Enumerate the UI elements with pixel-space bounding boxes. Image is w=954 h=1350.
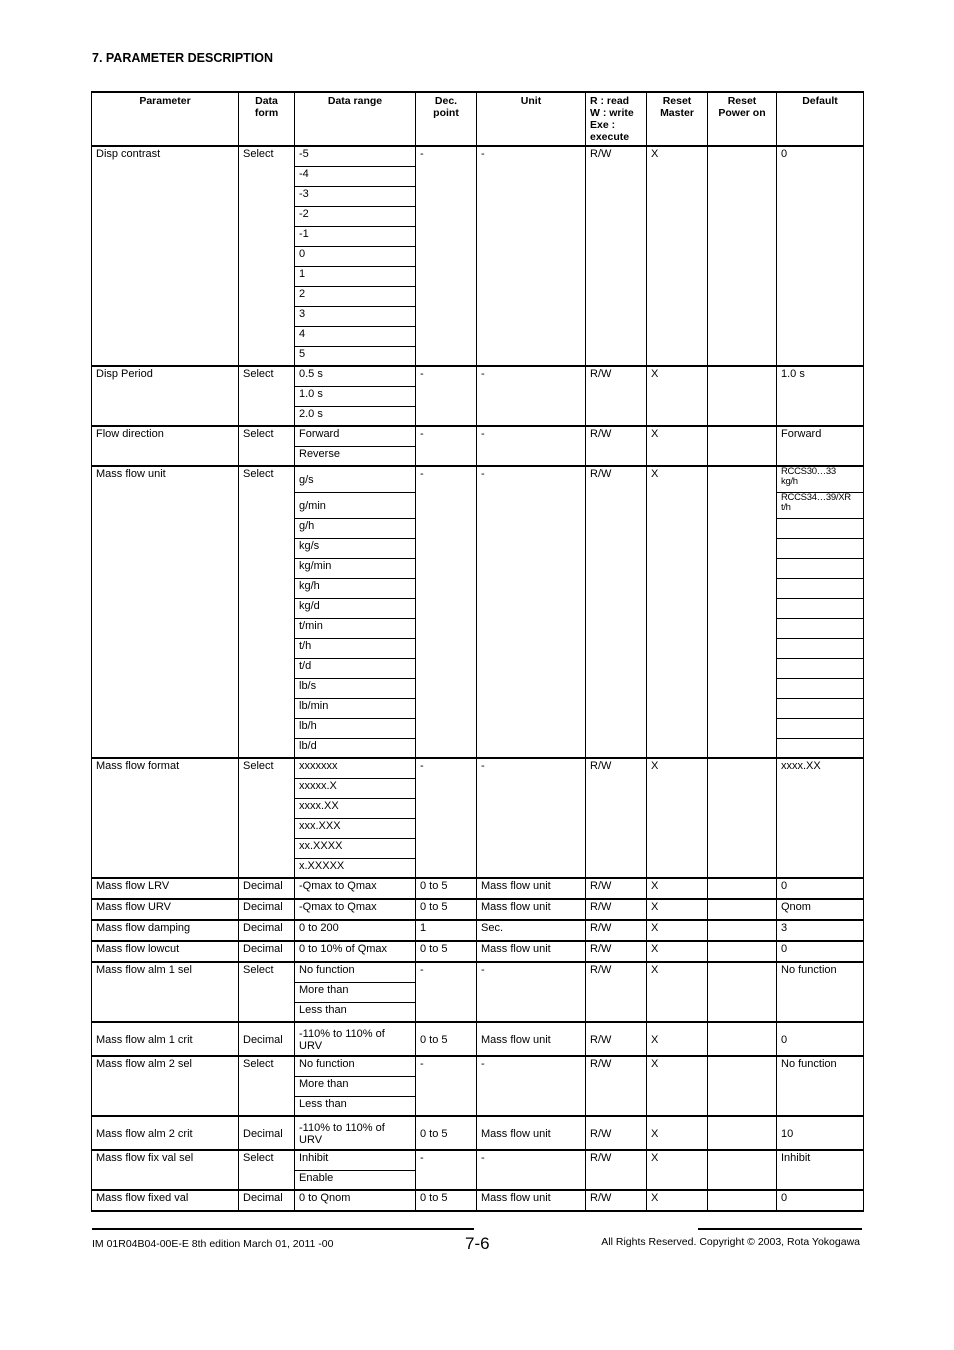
header-reset-master: Reset Master	[647, 92, 708, 146]
parameter-table	[91, 91, 864, 1212]
range-cell: xxxxxxx	[295, 758, 416, 778]
range-cell: g/h	[295, 518, 416, 538]
header-default: Default	[777, 92, 864, 146]
range-cell: kg/s	[295, 538, 416, 558]
form-cell: Decimal	[239, 920, 295, 941]
reset-master-cell: X	[647, 1190, 708, 1211]
unit-cell: -	[477, 962, 586, 1022]
range-cell: -4	[295, 166, 416, 186]
reset-master-cell: X	[647, 466, 708, 758]
dec-cell: 0 to 5	[416, 1022, 477, 1056]
rw-cell: R/W	[586, 941, 647, 962]
unit-cell: -	[477, 366, 586, 426]
table-row	[92, 920, 864, 941]
table-row	[92, 758, 864, 778]
footer-divider	[92, 1228, 474, 1230]
range-cell: Enable	[295, 1170, 416, 1190]
header-row	[92, 92, 864, 146]
default-cell	[777, 678, 864, 698]
default-cell: No function	[777, 962, 864, 1022]
default-cell: xxxx.XX	[777, 758, 864, 878]
range-cell: lb/h	[295, 718, 416, 738]
table-row	[92, 146, 864, 166]
range-cell: g/min	[295, 492, 416, 518]
form-cell: Decimal	[239, 1116, 295, 1150]
reset-power-cell	[708, 1056, 777, 1116]
range-cell: -110% to 110% of URV	[295, 1116, 416, 1150]
header-dec-point: Dec. point	[416, 92, 477, 146]
range-cell: lb/min	[295, 698, 416, 718]
range-cell: More than	[295, 982, 416, 1002]
range-cell: kg/h	[295, 578, 416, 598]
range-cell: t/h	[295, 638, 416, 658]
param-cell: Mass flow format	[92, 758, 239, 878]
rw-cell: R/W	[586, 1022, 647, 1056]
table-row	[92, 962, 864, 982]
reset-power-cell	[708, 941, 777, 962]
default-cell: Forward	[777, 426, 864, 466]
param-cell: Mass flow URV	[92, 899, 239, 920]
form-cell: Select	[239, 466, 295, 758]
default-cell	[777, 738, 864, 758]
reset-master-cell: X	[647, 366, 708, 426]
reset-master-cell: X	[647, 941, 708, 962]
range-cell: 4	[295, 326, 416, 346]
reset-master-cell: X	[647, 878, 708, 899]
rw-cell: R/W	[586, 1116, 647, 1150]
table-row	[92, 941, 864, 962]
unit-cell: Mass flow unit	[477, 1022, 586, 1056]
param-cell: Disp contrast	[92, 146, 239, 366]
default-cell	[777, 538, 864, 558]
rw-cell: R/W	[586, 146, 647, 366]
range-cell: -110% to 110% of URV	[295, 1022, 416, 1056]
reset-master-cell: X	[647, 1150, 708, 1190]
range-cell: -2	[295, 206, 416, 226]
reset-power-cell	[708, 366, 777, 426]
default-cell: 0	[777, 1022, 864, 1056]
default-cell: 3	[777, 920, 864, 941]
rw-cell: R/W	[586, 366, 647, 426]
param-cell: Mass flow alm 1 crit	[92, 1022, 239, 1056]
unit-cell: -	[477, 466, 586, 758]
copyright-notice: All Rights Reserved. Copyright © 2003, Rota Yokogawa	[601, 1236, 860, 1248]
unit-cell: -	[477, 1150, 586, 1190]
range-cell: x.XXXXX	[295, 858, 416, 878]
unit-cell: Mass flow unit	[477, 1190, 586, 1211]
default-cell	[777, 698, 864, 718]
range-cell: xxxxx.X	[295, 778, 416, 798]
default-cell: 0	[777, 1190, 864, 1211]
range-cell: 2.0 s	[295, 406, 416, 426]
range-cell: Inhibit	[295, 1150, 416, 1170]
range-cell: 2	[295, 286, 416, 306]
reset-master-cell: X	[647, 758, 708, 878]
range-cell: -1	[295, 226, 416, 246]
param-cell: Mass flow unit	[92, 466, 239, 758]
dec-cell: 0 to 5	[416, 1190, 477, 1211]
dec-cell: -	[416, 466, 477, 758]
header-data-range: Data range	[295, 92, 416, 146]
range-cell: xxxx.XX	[295, 798, 416, 818]
default-cell: 0	[777, 941, 864, 962]
default-cell: Qnom	[777, 899, 864, 920]
rw-cell: R/W	[586, 1150, 647, 1190]
reset-master-cell: X	[647, 1116, 708, 1150]
reset-master-cell: X	[647, 426, 708, 466]
range-cell: 1.0 s	[295, 386, 416, 406]
rw-cell: R/W	[586, 899, 647, 920]
reset-power-cell	[708, 1116, 777, 1150]
range-cell: Less than	[295, 1002, 416, 1022]
form-cell: Select	[239, 146, 295, 366]
section-title: 7. PARAMETER DESCRIPTION	[92, 51, 274, 65]
param-cell: Mass flow alm 1 sel	[92, 962, 239, 1022]
table-row	[92, 1022, 864, 1056]
range-cell: -Qmax to Qmax	[295, 878, 416, 899]
form-cell: Decimal	[239, 1022, 295, 1056]
reset-master-cell: X	[647, 146, 708, 366]
table-row	[92, 899, 864, 920]
range-cell: lb/s	[295, 678, 416, 698]
dec-cell: -	[416, 146, 477, 366]
range-cell: xxx.XXX	[295, 818, 416, 838]
table-row	[92, 426, 864, 446]
range-cell: kg/min	[295, 558, 416, 578]
header-reset-power: Reset Power on	[708, 92, 777, 146]
unit-cell: Mass flow unit	[477, 941, 586, 962]
range-cell: t/d	[295, 658, 416, 678]
unit-cell: -	[477, 1056, 586, 1116]
footer-divider	[698, 1228, 862, 1230]
rw-cell: R/W	[586, 758, 647, 878]
dec-cell: -	[416, 1150, 477, 1190]
param-cell: Mass flow LRV	[92, 878, 239, 899]
range-cell: -5	[295, 146, 416, 166]
form-cell: Decimal	[239, 1190, 295, 1211]
range-cell: Forward	[295, 426, 416, 446]
dec-cell: -	[416, 962, 477, 1022]
dec-cell: 0 to 5	[416, 1116, 477, 1150]
default-cell	[777, 518, 864, 538]
default-cell: 1.0 s	[777, 366, 864, 426]
reset-power-cell	[708, 758, 777, 878]
dec-cell: -	[416, 366, 477, 426]
dec-cell: -	[416, 426, 477, 466]
param-cell: Mass flow lowcut	[92, 941, 239, 962]
reset-power-cell	[708, 878, 777, 899]
dec-cell: -	[416, 1056, 477, 1116]
default-cell	[777, 718, 864, 738]
dec-cell: -	[416, 758, 477, 878]
table-row	[92, 878, 864, 899]
dec-cell: 0 to 5	[416, 941, 477, 962]
default-cell: 0	[777, 878, 864, 899]
default-cell	[777, 638, 864, 658]
param-cell: Disp Period	[92, 366, 239, 426]
range-cell: More than	[295, 1076, 416, 1096]
range-cell: g/s	[295, 466, 416, 492]
default-cell: 10	[777, 1116, 864, 1150]
range-cell: 1	[295, 266, 416, 286]
range-cell: 0 to 200	[295, 920, 416, 941]
dec-cell: 1	[416, 920, 477, 941]
reset-master-cell: X	[647, 1056, 708, 1116]
rw-cell: R/W	[586, 920, 647, 941]
reset-power-cell	[708, 920, 777, 941]
reset-power-cell	[708, 146, 777, 366]
range-cell: xx.XXXX	[295, 838, 416, 858]
reset-power-cell	[708, 1022, 777, 1056]
param-cell: Flow direction	[92, 426, 239, 466]
header-unit: Unit	[477, 92, 586, 146]
table-row	[92, 1150, 864, 1170]
form-cell: Select	[239, 758, 295, 878]
param-cell: Mass flow alm 2 sel	[92, 1056, 239, 1116]
range-cell: No function	[295, 962, 416, 982]
range-cell: 0 to Qnom	[295, 1190, 416, 1211]
table-row	[92, 1190, 864, 1211]
form-cell: Select	[239, 366, 295, 426]
unit-cell: Mass flow unit	[477, 899, 586, 920]
form-cell: Select	[239, 962, 295, 1022]
table-row	[92, 366, 864, 386]
range-cell: -Qmax to Qmax	[295, 899, 416, 920]
reset-power-cell	[708, 962, 777, 1022]
reset-power-cell	[708, 1190, 777, 1211]
default-cell	[777, 578, 864, 598]
rw-cell: R/W	[586, 1190, 647, 1211]
range-cell: t/min	[295, 618, 416, 638]
header-data-form: Data form	[239, 92, 295, 146]
default-cell	[777, 558, 864, 578]
reset-master-cell: X	[647, 920, 708, 941]
form-cell: Decimal	[239, 899, 295, 920]
unit-cell: -	[477, 146, 586, 366]
range-cell: kg/d	[295, 598, 416, 618]
table-row	[92, 466, 864, 492]
form-cell: Decimal	[239, 878, 295, 899]
dec-cell: 0 to 5	[416, 899, 477, 920]
range-cell: -3	[295, 186, 416, 206]
reset-master-cell: X	[647, 899, 708, 920]
form-cell: Select	[239, 1150, 295, 1190]
default-cell: Inhibit	[777, 1150, 864, 1190]
reset-power-cell	[708, 899, 777, 920]
header-parameter: Parameter	[92, 92, 239, 146]
unit-cell: -	[477, 758, 586, 878]
unit-cell: Sec.	[477, 920, 586, 941]
page-number: 7-6	[465, 1234, 490, 1253]
rw-cell: R/W	[586, 962, 647, 1022]
default-cell	[777, 618, 864, 638]
rw-cell: R/W	[586, 426, 647, 466]
range-cell: 3	[295, 306, 416, 326]
range-cell: Less than	[295, 1096, 416, 1116]
form-cell: Select	[239, 1056, 295, 1116]
range-cell: 0.5 s	[295, 366, 416, 386]
range-cell: No function	[295, 1056, 416, 1076]
reset-power-cell	[708, 426, 777, 466]
range-cell: lb/d	[295, 738, 416, 758]
rw-cell: R/W	[586, 466, 647, 758]
rw-cell: R/W	[586, 1056, 647, 1116]
default-cell	[777, 658, 864, 678]
param-cell: Mass flow fix val sel	[92, 1150, 239, 1190]
param-cell: Mass flow alm 2 crit	[92, 1116, 239, 1150]
param-cell: Mass flow damping	[92, 920, 239, 941]
table-row	[92, 1056, 864, 1076]
document-id: IM 01R04B04-00E-E 8th edition March 01, 2011 -00	[92, 1238, 334, 1250]
default-cell: RCCS30…33 kg/h	[777, 466, 864, 492]
default-cell: 0	[777, 146, 864, 366]
range-cell: 5	[295, 346, 416, 366]
unit-cell: Mass flow unit	[477, 878, 586, 899]
reset-power-cell	[708, 1150, 777, 1190]
range-cell: 0 to 10% of Qmax	[295, 941, 416, 962]
param-cell: Mass flow fixed val	[92, 1190, 239, 1211]
dec-cell: 0 to 5	[416, 878, 477, 899]
unit-cell: -	[477, 426, 586, 466]
unit-cell: Mass flow unit	[477, 1116, 586, 1150]
default-cell: No function	[777, 1056, 864, 1116]
range-cell: 0	[295, 246, 416, 266]
default-cell	[777, 598, 864, 618]
rw-cell: R/W	[586, 878, 647, 899]
reset-power-cell	[708, 466, 777, 758]
table-row	[92, 1116, 864, 1150]
header-rw: R : read W : write Exe : execute	[586, 92, 647, 146]
form-cell: Select	[239, 426, 295, 466]
range-cell: Reverse	[295, 446, 416, 466]
form-cell: Decimal	[239, 941, 295, 962]
reset-master-cell: X	[647, 962, 708, 1022]
reset-master-cell: X	[647, 1022, 708, 1056]
default-cell: RCCS34…39/XR t/h	[777, 492, 864, 518]
